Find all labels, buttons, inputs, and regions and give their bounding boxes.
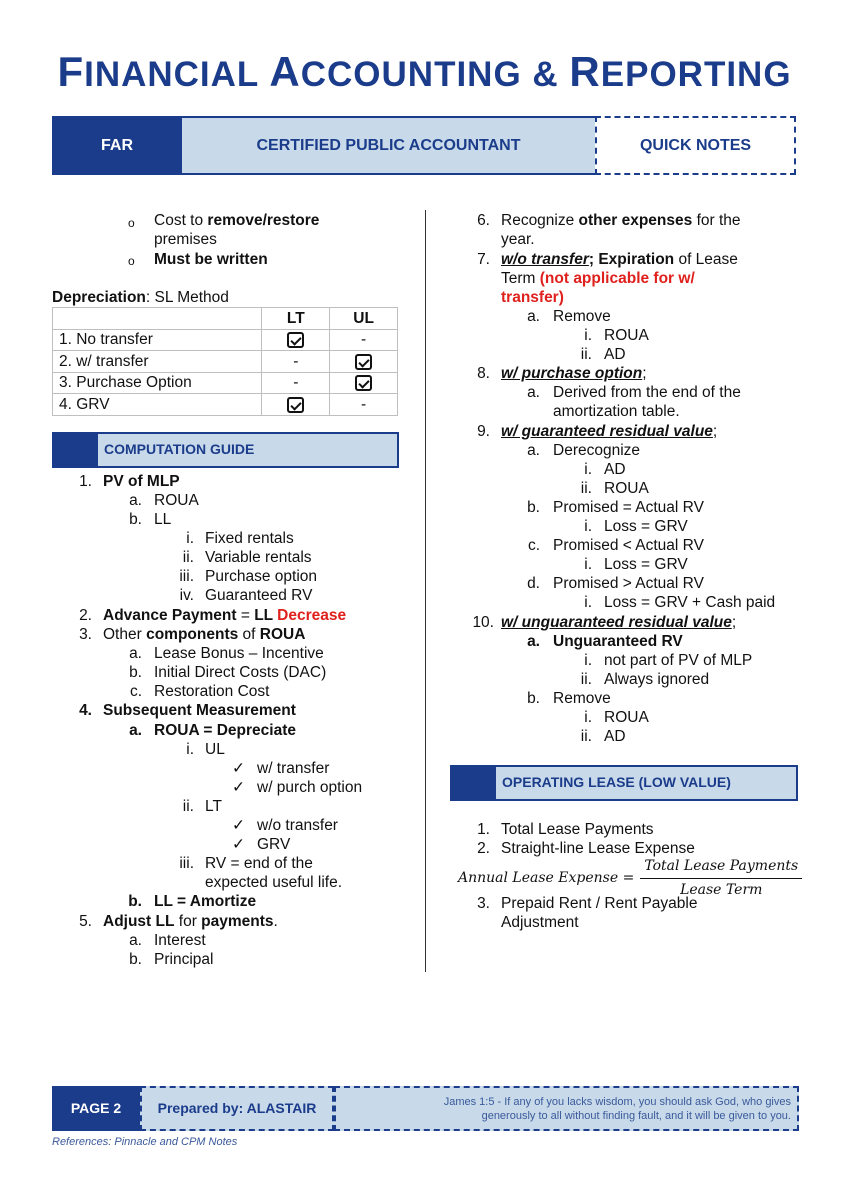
check-icon: ✓: [232, 817, 245, 834]
table-row: 3. Purchase Option -: [53, 372, 398, 394]
depreciation-table: [52, 307, 398, 416]
checkbox-checked-icon: [355, 375, 372, 391]
column-divider: [425, 210, 426, 972]
check-icon: ✓: [232, 836, 245, 853]
references: References: Pinnacle and CPM Notes: [52, 1136, 238, 1148]
operating-lease-heading: OPERATING LEASE (LOW VALUE): [450, 765, 798, 801]
table-row: 1. No transfer -: [53, 329, 398, 351]
table-row: LT UL: [53, 308, 398, 330]
checkbox-checked-icon: [287, 397, 304, 413]
prepared-by: Prepared by: ALASTAIR: [140, 1086, 334, 1131]
computation-guide-heading: COMPUTATION GUIDE: [52, 432, 399, 468]
bible-verse: James 1:5 - If any of you lacks wisdom, you should ask God, who gives generously to all without finding fault, and it will be given to you.: [334, 1086, 799, 1131]
document-title: FINANCIAL ACCOUNTING & REPORTING: [57, 48, 792, 95]
table-row: 2. w/ transfer -: [53, 351, 398, 373]
table-row: 4. GRV -: [53, 394, 398, 416]
lease-expense-formula: Annual Lease Expense = $\frac{\text{Total Lease Payments}}{\text{Lease Term}}$: [458, 857, 802, 900]
check-icon: ✓: [232, 760, 245, 777]
subject-tag: FAR: [52, 116, 182, 175]
depreciation-label: Depreciation: SL Method: [52, 289, 229, 306]
check-icon: ✓: [232, 779, 245, 796]
checkbox-checked-icon: [355, 354, 372, 370]
course-title: CERTIFIED PUBLIC ACCOUNTANT: [182, 116, 595, 175]
notes-type: QUICK NOTES: [595, 116, 796, 175]
page-number: PAGE 2: [52, 1086, 140, 1131]
checkbox-checked-icon: [287, 332, 304, 348]
